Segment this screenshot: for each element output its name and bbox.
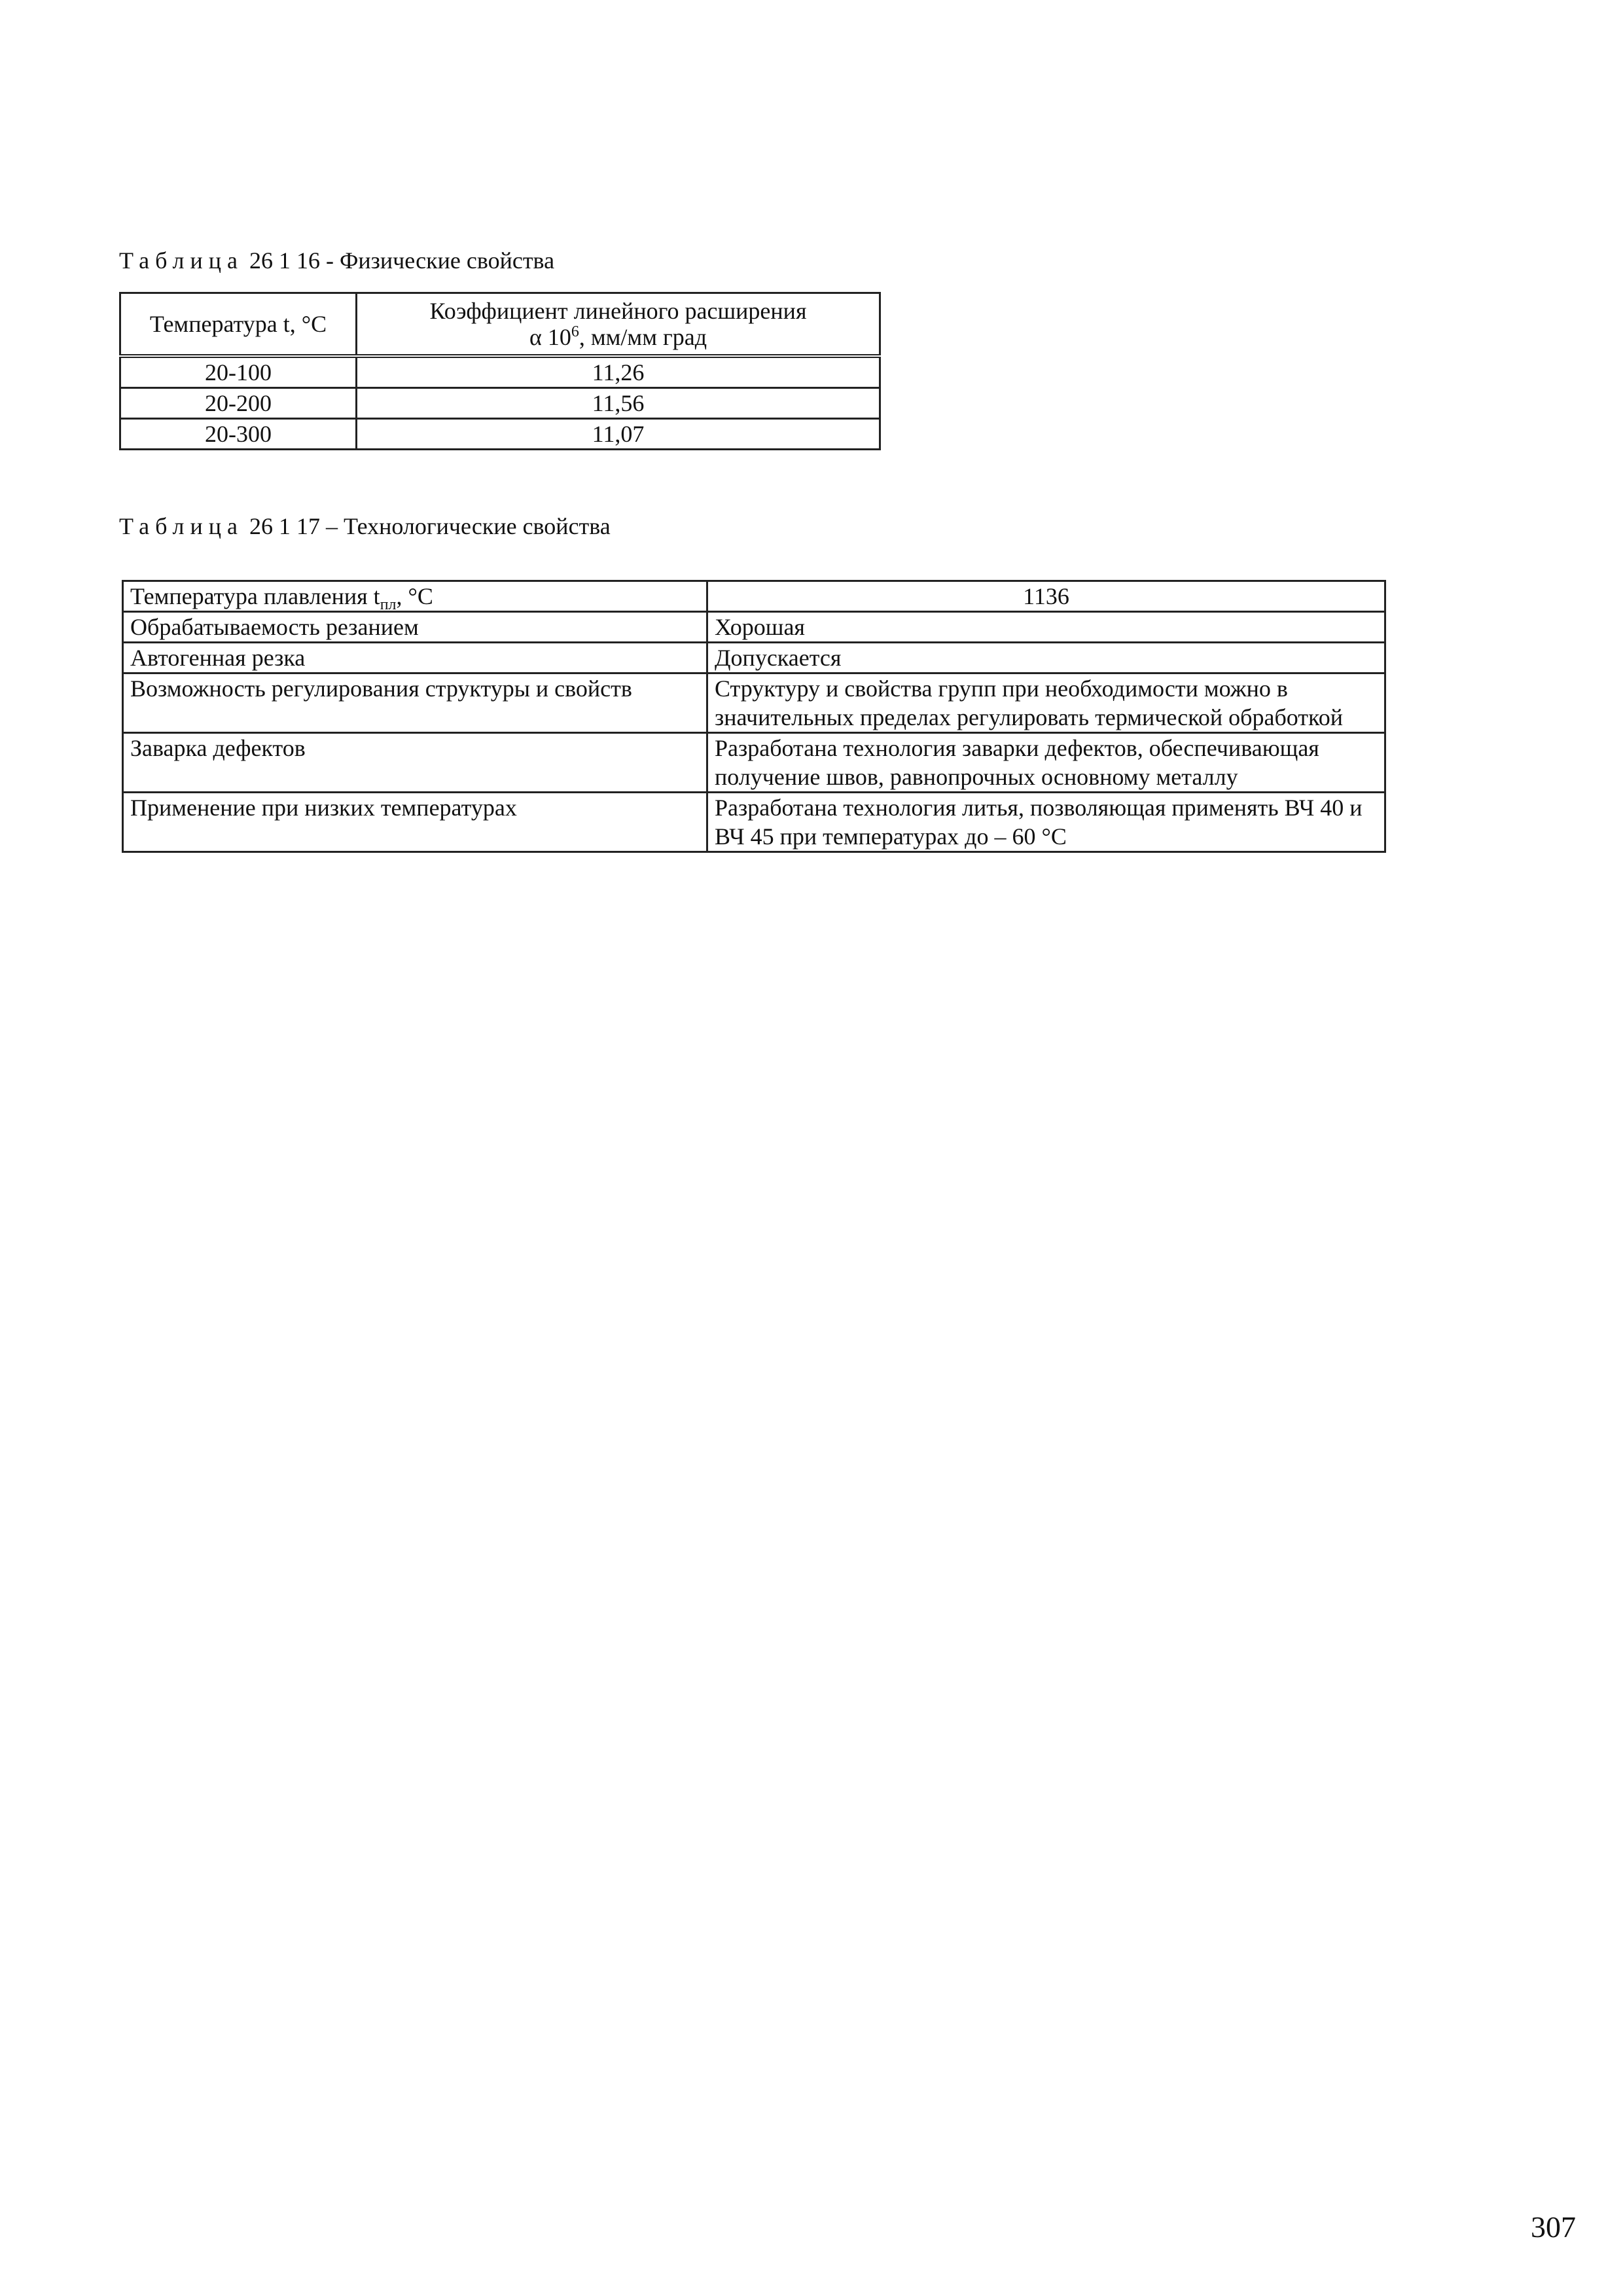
header-coefficient — [357, 293, 880, 357]
header-coefficient-line1: Коэффициент линейного расширения — [429, 298, 807, 324]
page-number: 307 — [1531, 2210, 1576, 2244]
property-cell: Автогенная резка — [123, 643, 707, 673]
table-row — [123, 733, 1385, 793]
table2-caption — [119, 513, 611, 539]
table-row — [120, 419, 880, 450]
header-coefficient-exponent: 6 — [571, 323, 579, 340]
coefficient-cell: 11,26 — [357, 356, 880, 388]
value-cell: Допускается — [707, 643, 1385, 673]
property-cell: Возможность регулирования структуры и свойств — [123, 673, 707, 733]
table1-caption-number: 26 1 16 — [249, 247, 320, 274]
property-cell: Заварка дефектов — [123, 733, 707, 793]
header-coefficient-alpha: α 10 — [529, 324, 571, 350]
table-row — [123, 673, 1385, 733]
table-row — [120, 356, 880, 388]
table2-caption-number: 26 1 17 — [249, 513, 320, 539]
property-cell — [123, 581, 707, 612]
value-cell: 1136 — [707, 581, 1385, 612]
coefficient-cell: 11,07 — [357, 419, 880, 450]
table2-caption-label: Таблица — [119, 513, 243, 539]
header-coefficient-unit: , мм/мм град — [579, 324, 707, 350]
table1-caption — [119, 247, 554, 274]
value-cell: Хорошая — [707, 612, 1385, 643]
physical-properties-table — [119, 292, 881, 450]
coefficient-cell: 11,56 — [357, 388, 880, 419]
table2-caption-title: – Технологические свойства — [325, 513, 611, 539]
table-row — [123, 643, 1385, 673]
header-temperature: Температура t, °С — [120, 293, 357, 357]
value-cell: Структуру и свойства групп при необходимости можно в значительных пределах регулировать термической обработкой — [707, 673, 1385, 733]
table-row — [123, 581, 1385, 612]
value-cell: Разработана технология заварки дефектов, обеспечивающая получение швов, равнопрочных основному металлу — [707, 733, 1385, 793]
table1-caption-title: - Физические свойства — [325, 247, 555, 274]
property-tail: , °С — [396, 583, 433, 609]
table-row — [123, 793, 1385, 852]
value-cell: Разработана технология литья, позволяющая применять ВЧ 40 и ВЧ 45 при температурах до – 60 °С — [707, 793, 1385, 852]
table1-caption-label: Таблица — [119, 247, 243, 274]
table-row — [120, 388, 880, 419]
temp-range-cell: 20-200 — [120, 388, 357, 419]
temp-range-cell: 20-300 — [120, 419, 357, 450]
property-main: Температура плавления t — [130, 583, 380, 609]
table-row — [123, 612, 1385, 643]
property-cell: Применение при низких температурах — [123, 793, 707, 852]
temp-range-cell: 20-100 — [120, 356, 357, 388]
technological-properties-table — [122, 580, 1386, 853]
property-cell: Обрабатываемость резанием — [123, 612, 707, 643]
table-header-row — [120, 293, 880, 357]
property-subscript: пл — [380, 596, 397, 614]
